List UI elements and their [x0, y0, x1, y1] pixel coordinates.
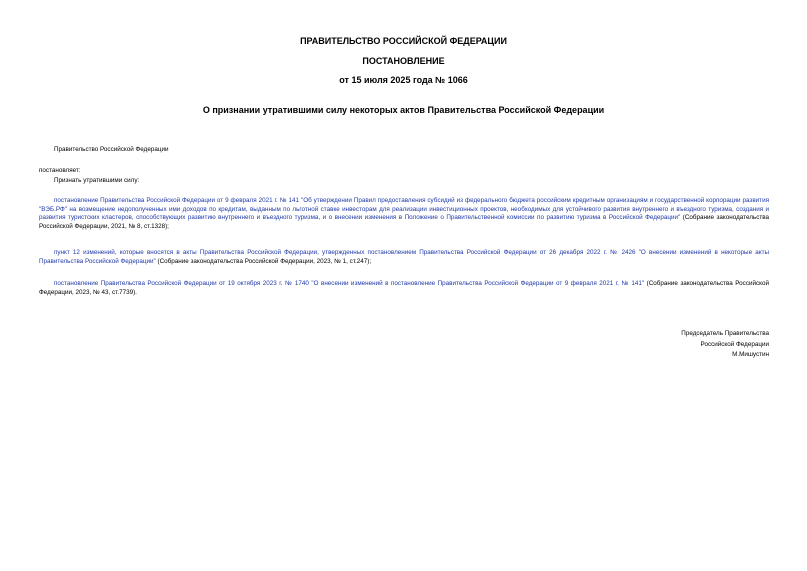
repealed-item-1 — [39, 197, 769, 231]
repealed-item-3-source: (Собрание законодательства Российской Федерации, 2023, № 43, ст.7739). — [39, 280, 769, 296]
signature-position-line1: Председатель Правительства — [681, 330, 769, 337]
document-title: О признании утратившими силу некоторых актов Правительства Российской Федерации — [202, 105, 605, 115]
repealed-item-2-source: (Собрание законодательства Российской Федерации, 2023, № 1, ст.247); — [155, 257, 372, 265]
signature-name: М.Мишустин — [732, 351, 769, 358]
decides-text: постановляет: — [39, 167, 81, 174]
signature-position-line2: Российской Федерации — [700, 341, 769, 348]
organization-heading: ПРАВИТЕЛЬСТВО РОССИЙСКОЙ ФЕДЕРАЦИИ — [300, 36, 507, 46]
intro-text: Правительство Российской Федерации — [54, 146, 169, 153]
repealed-item-2 — [39, 249, 769, 266]
repealed-item-3 — [39, 280, 769, 297]
repealed-item-1-source: (Собрание законодательства Российской Федерации, 2021, № 8, ст.1328); — [39, 214, 769, 230]
declare-text: Признать утратившими силу: — [54, 177, 140, 184]
repealed-item-3-link[interactable]: постановление Правительства Российской Федерации от 19 октября 2023 г. № 1740 "О внесении изменений в постановление Правительства Российской Федерации от 9 февраля 2021 г. № 141" — [54, 280, 645, 287]
repealed-item-2-link[interactable]: пункт 12 изменений, которые вносятся в акты Правительства Российской Федерации, утвержденных постановлением Правительства Российской Федерации от 26 декабря 2022 г. № 2426 "О внесении изменений в некоторые акты Правительства Российской Федерации" — [39, 249, 769, 265]
repealed-item-1-link[interactable]: постановление Правительства Российской Федерации от 9 февраля 2021 г. № 141 "Об утверждении Правил предоставления субсидий из федерального бюджета российским кредитным организациям и государственной корпорации развития "ВЭБ.РФ" на возмещение недополученных ими доходов по кредитам, выданным по льготной ставке инвесторам для реализации инвестиционных проектов, необходимых для устойчивого развития внутреннего и въездного туризма, создания и развития туристских кластеров, способствующих развитию внутреннего и въездного туризма, и о внесении изменения в Положение о Правительственной комиссии по развитию туризма в Российской Федерации" — [39, 197, 769, 221]
document-type-heading: ПОСТАНОВЛЕНИЕ — [362, 56, 445, 66]
date-number-heading: от 15 июля 2025 года № 1066 — [339, 75, 468, 85]
